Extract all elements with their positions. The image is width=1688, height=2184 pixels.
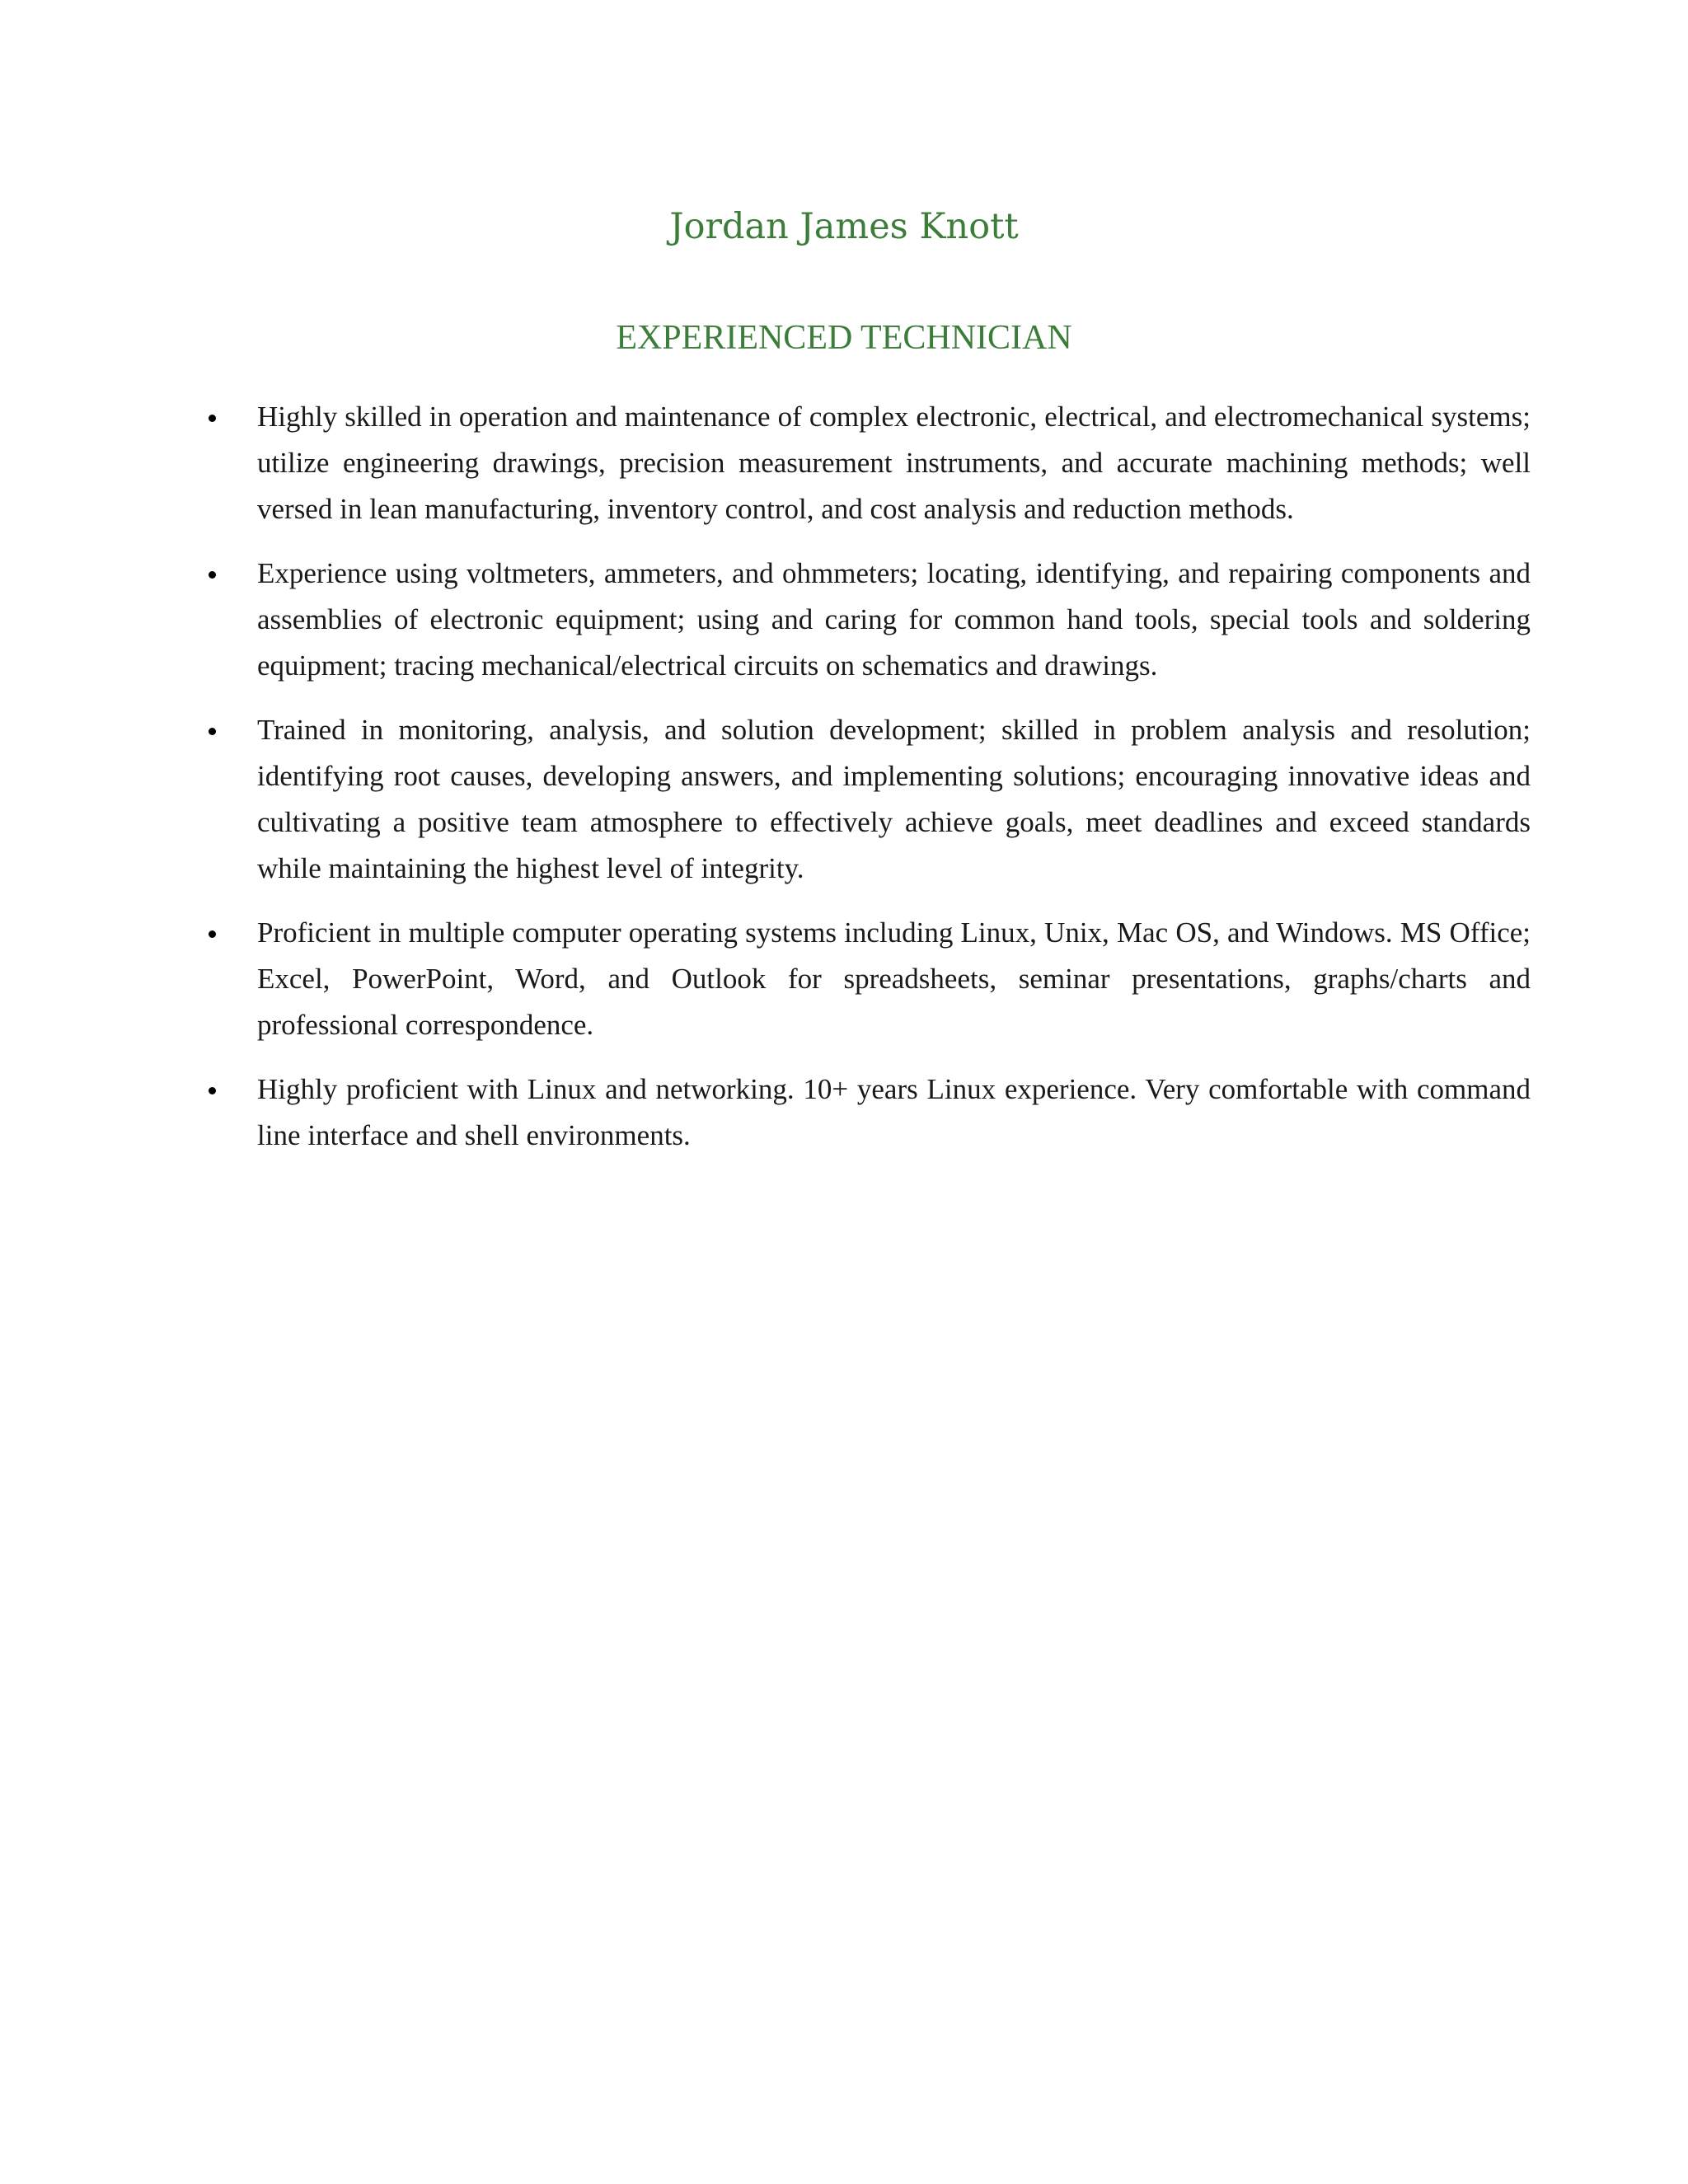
job-title-heading: EXPERIENCED TECHNICIAN bbox=[616, 319, 1072, 357]
bullet-text: Highly skilled in operation and maintenance of complex electronic, electrical, and electromechanical systems; utilize engineering drawings, precision measurement instruments, and accurate machining methods; well versed in lean manufacturing, inventory control, and cost analysis and reduction methods. bbox=[257, 401, 1531, 525]
candidate-name: Jordan James Knott bbox=[669, 206, 1019, 247]
summary-bullet-list bbox=[0, 394, 1688, 1177]
bullet-icon bbox=[209, 930, 216, 938]
bullet-text: Highly proficient with Linux and networking. 10+ years Linux experience. Very comfortable with command line interface and shell environments. bbox=[257, 1073, 1531, 1151]
bullet-icon bbox=[209, 728, 216, 735]
list-item bbox=[0, 707, 1531, 892]
list-item bbox=[0, 1066, 1531, 1159]
bullet-text: Experience using voltmeters, ammeters, and ohmmeters; locating, identifying, and repairing components and assemblies of electronic equipment; using and caring for common hand tools, special tools and soldering equipment; tracing mechanical/electrical circuits on schematics and drawings. bbox=[257, 557, 1531, 682]
bullet-icon bbox=[209, 571, 216, 579]
bullet-icon bbox=[209, 415, 216, 422]
list-item bbox=[0, 394, 1531, 532]
list-item bbox=[0, 551, 1531, 689]
bullet-icon bbox=[209, 1087, 216, 1094]
bullet-text: Proficient in multiple computer operating systems including Linux, Unix, Mac OS, and Windows. MS Office; Excel, PowerPoint, Word, and Outlook for spreadsheets, seminar presentations, graphs/charts and professional correspondence. bbox=[257, 916, 1531, 1041]
list-item bbox=[0, 910, 1531, 1048]
bullet-text: Trained in monitoring, analysis, and solution development; skilled in problem analysis and resolution; identifying root causes, developing answers, and implementing solutions; encouraging innovative ideas and cultivating a positive team atmosphere to effectively achieve goals, meet deadlines and exceed standards while maintaining the highest level of integrity. bbox=[257, 714, 1531, 884]
